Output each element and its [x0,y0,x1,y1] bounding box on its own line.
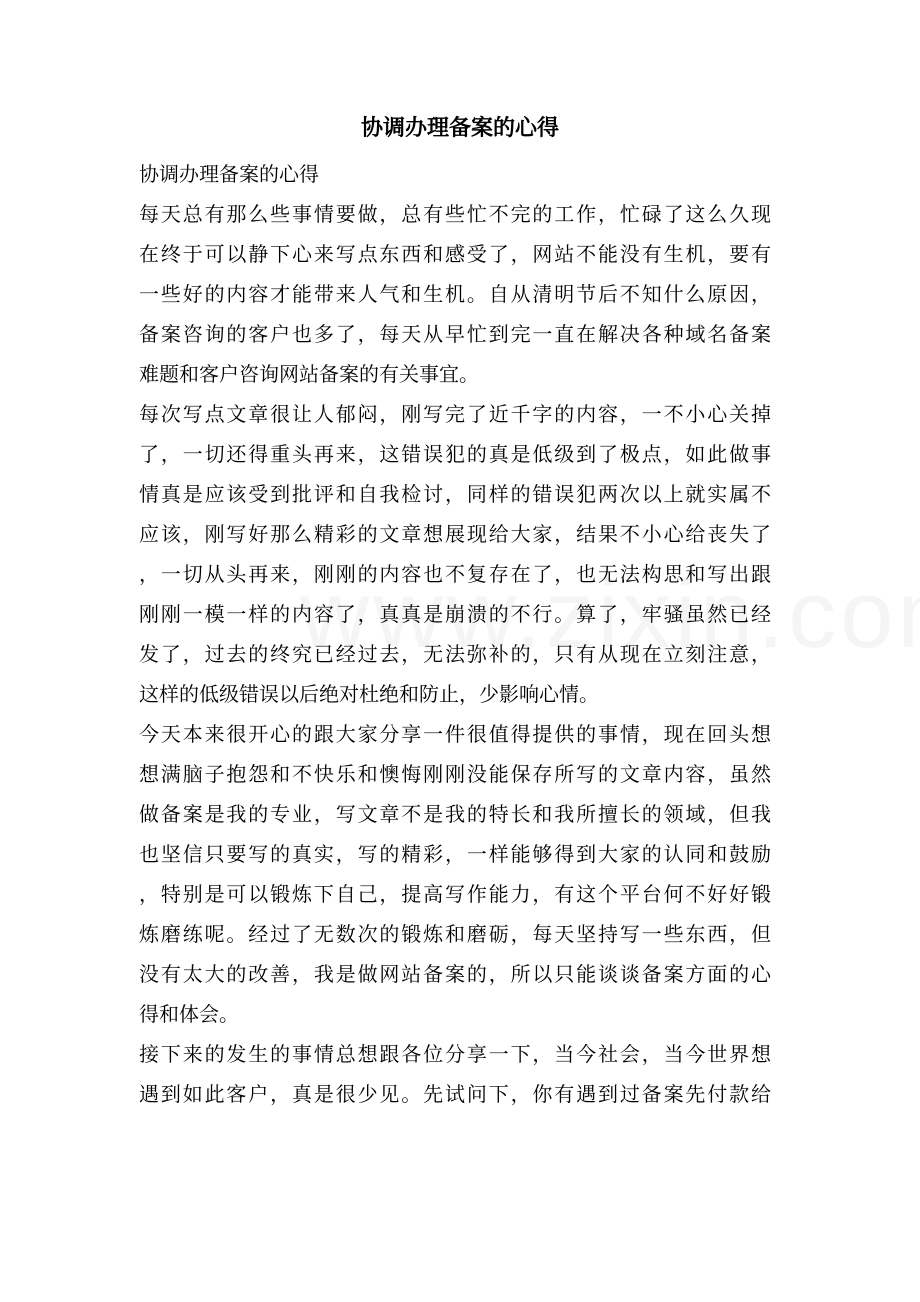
paragraph-line: 每天总有那么些事情要做，总有些忙不完的工作，忙碌了这么久现 [139,202,771,226]
paragraph-line: 在终于可以静下心来写点东西和感受了，网站不能没有生机，要有 [139,242,771,266]
paragraph-line: 备案咨询的客户也多了，每天从早忙到完一直在解决各种域名备案 [139,322,771,346]
paragraph-line: ，一切从头再来，刚刚的内容也不复存在了，也无法构思和写出跟 [139,562,771,586]
paragraph [139,1034,771,1114]
paragraph-line: 刚刚一模一样的内容了，真真是崩溃的不行。算了，牢骚虽然已经 [139,602,771,626]
paragraph-line: 没有太大的改善，我是做网站备案的，所以只能谈谈备案方面的心 [139,962,771,986]
document-title: 协调办理备案的心得 [360,115,559,141]
paragraph-line: 发了，过去的终究已经过去，无法弥补的，只有从现在立刻注意， [139,642,771,666]
paragraph-line: 今天本来很开心的跟大家分享一件很值得提供的事情，现在回头想 [139,722,771,746]
paragraph-line: 也坚信只要写的真实，写的精彩，一样能够得到大家的认同和鼓励 [139,842,771,866]
paragraph-line: 了，一切还得重头再来，这错误犯的真是低级到了极点，如此做事 [139,442,771,466]
paragraph-line: 接下来的发生的事情总想跟各位分享一下，当今社会，当今世界想 [139,1042,771,1066]
paragraph [139,714,771,1034]
paragraph-line: 情真是应该受到批评和自我检讨，同样的错误犯两次以上就实属不 [139,482,771,506]
paragraph-line: 难题和客户咨询网站备案的有关事宜。 [139,362,479,386]
paragraph [139,194,771,394]
paragraph [139,394,771,714]
paragraph-line: 这样的低级错误以后绝对杜绝和防止，少影响心情。 [139,682,599,706]
paragraph-subtitle [139,154,771,194]
paragraph-line: 协调办理备案的心得 [139,162,319,186]
paragraph-line: ，特别是可以锻炼下自己，提高写作能力，有这个平台何不好好锻 [139,882,771,906]
paragraph-line: 想满脑子抱怨和不快乐和懊悔刚刚没能保存所写的文章内容，虽然 [139,762,771,786]
paragraph-line: 一些好的内容才能带来人气和生机。自从清明节后不知什么原因， [139,282,771,306]
paragraph-line: 炼磨练呢。经过了无数次的锻炼和磨砺，每天坚持写一些东西，但 [139,922,771,946]
paragraph-line: 做备案是我的专业，写文章不是我的特长和我所擅长的领域，但我 [139,802,771,826]
paragraph-line: 得和体会。 [139,1002,239,1026]
paragraph-line: 每次写点文章很让人郁闷，刚写完了近千字的内容，一不小心关掉 [139,402,771,426]
document-body [139,154,771,1114]
paragraph-line: 遇到如此客户，真是很少见。先试问下，你有遇到过备案先付款给 [139,1082,771,1106]
paragraph-line: 应该，刚写好那么精彩的文章想展现给大家，结果不小心给丧失了 [139,522,771,546]
